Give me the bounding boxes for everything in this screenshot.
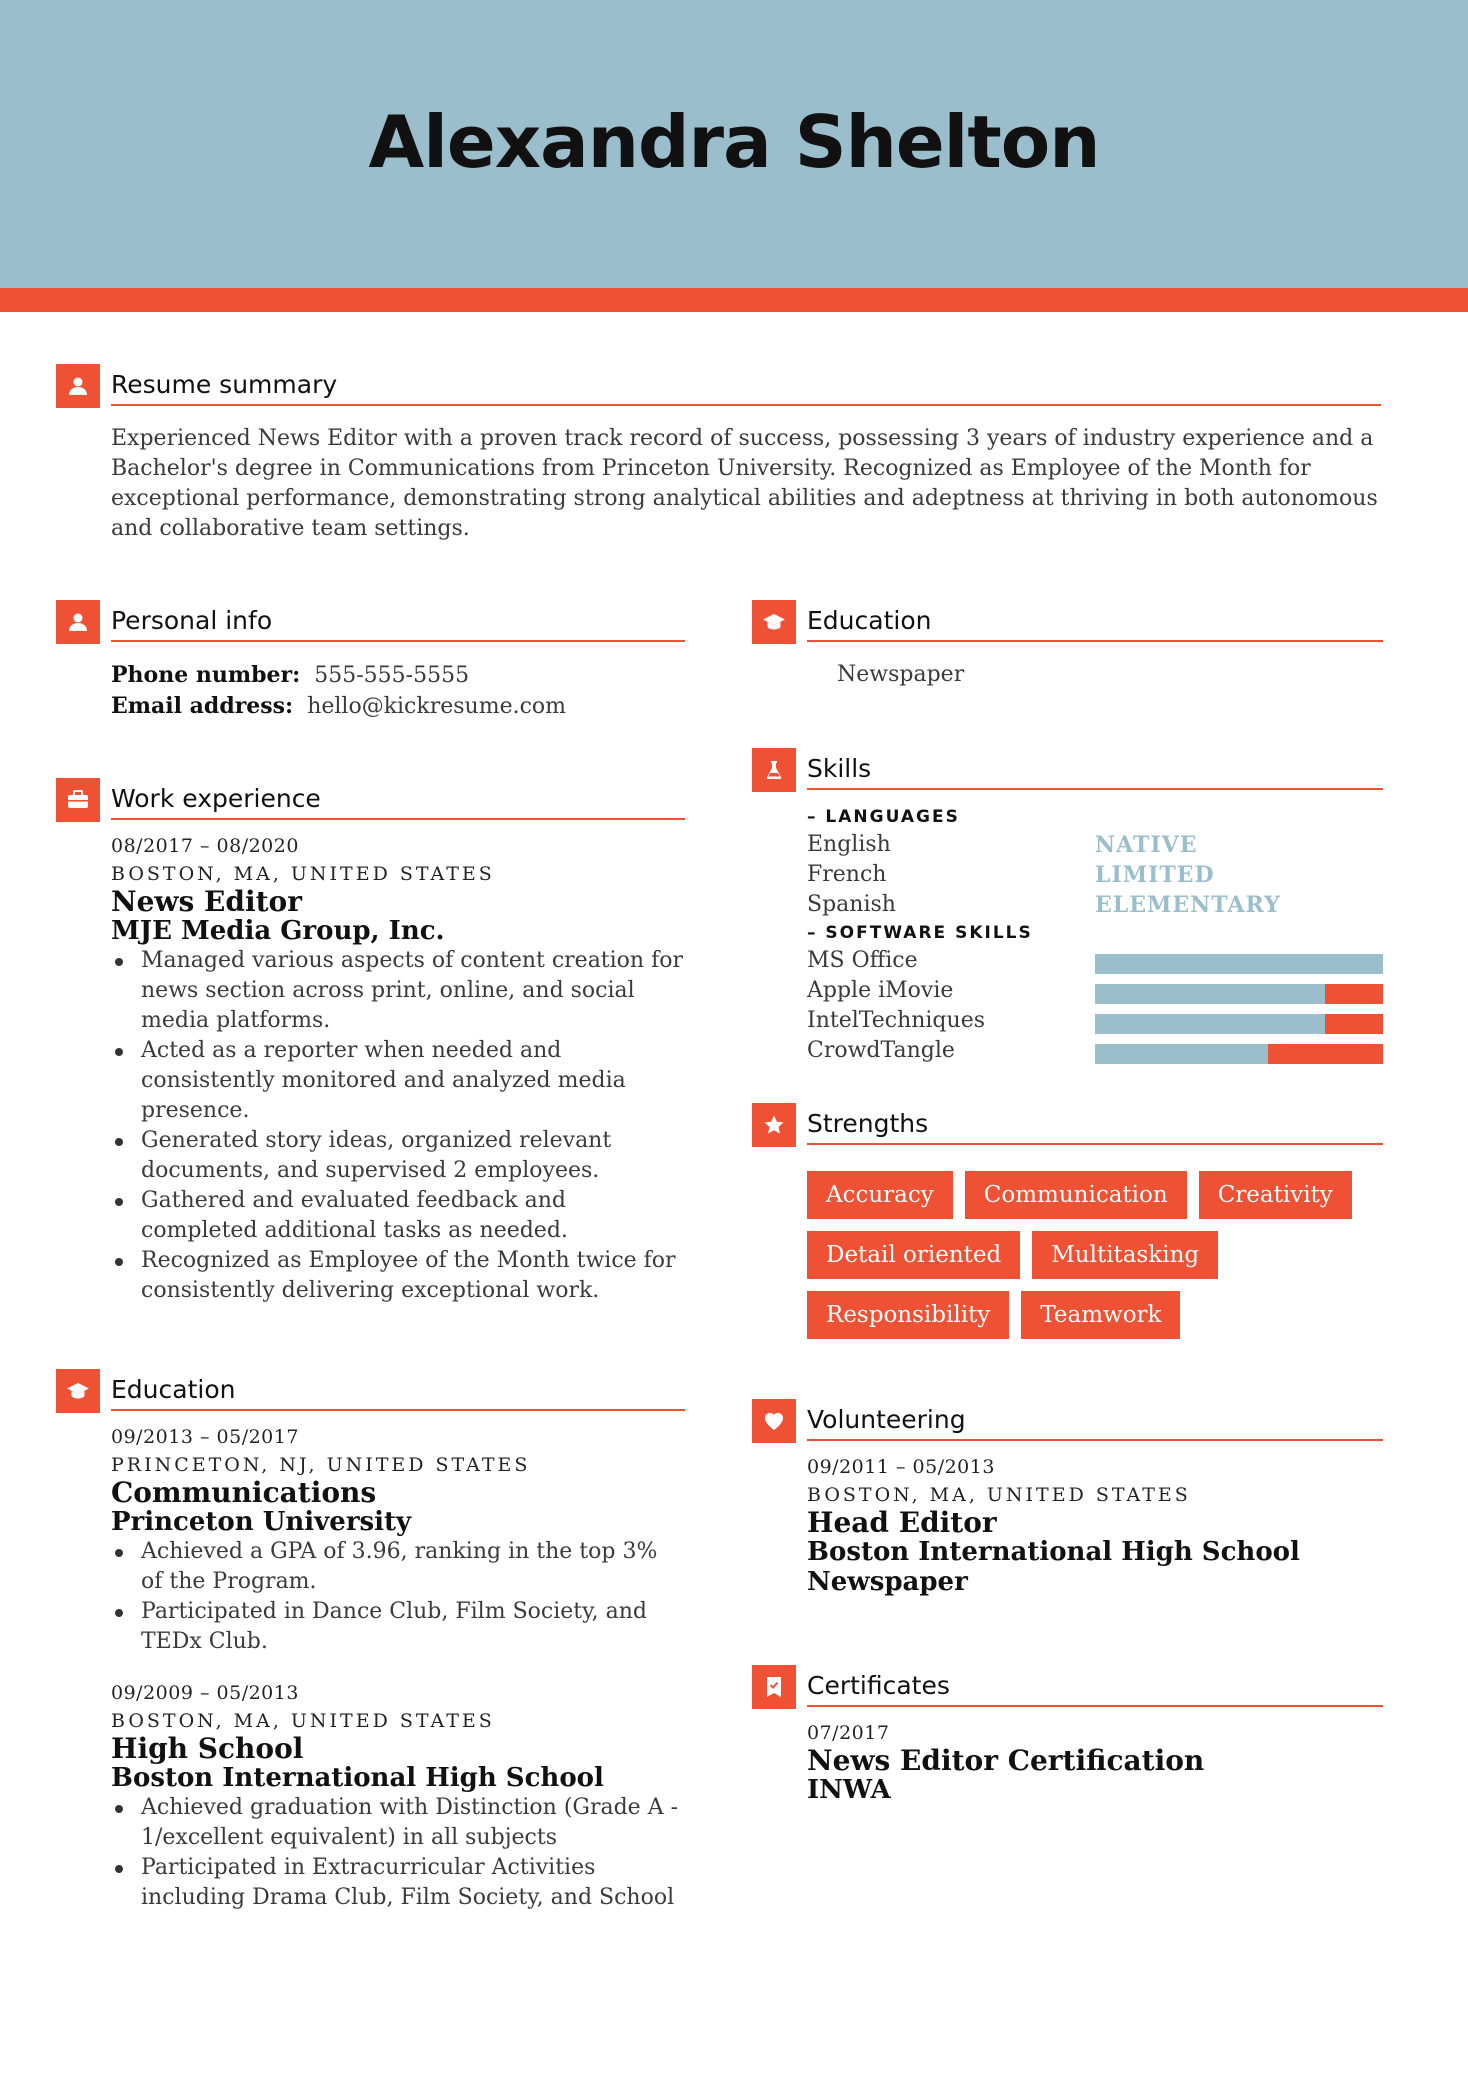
software-heading: – SOFTWARE SKILLS [807, 923, 1033, 943]
summary-section [111, 368, 1381, 544]
flask-icon [752, 748, 796, 792]
star-icon [752, 1103, 796, 1147]
section-header [807, 1403, 1383, 1441]
language-row [807, 890, 1383, 920]
list-item: Achieved a GPA of 3.96, ranking in the top 3% of the Program. [111, 1537, 685, 1597]
candidate-name: Alexandra Shelton [368, 100, 1100, 184]
software-list [807, 946, 1383, 1066]
list-item: Achieved graduation with Distinction (Grade A - 1/excellent equivalent) in all subjects [111, 1793, 685, 1853]
strength-tag: Accuracy [807, 1171, 953, 1219]
language-name: English [807, 832, 891, 857]
education-entry [111, 1679, 685, 1913]
software-row [807, 1006, 1383, 1036]
section-title: Volunteering [807, 1405, 966, 1434]
language-level: ELEMENTARY [1095, 892, 1281, 918]
education-entry [111, 1423, 685, 1657]
person-icon [56, 364, 100, 408]
entry-bullets [111, 1537, 685, 1657]
email-value: hello@kickresume.com [307, 694, 567, 719]
section-title: Certificates [807, 1671, 950, 1700]
entry-organization: INWA [807, 1775, 891, 1805]
language-row [807, 860, 1383, 890]
email-row [111, 691, 685, 722]
work-experience-section [111, 782, 685, 1306]
list-item: Participated in Dance Club, Film Society, and TEDx Club. [111, 1597, 685, 1657]
graduation-cap-icon [56, 1369, 100, 1413]
skill-level-bar [1095, 954, 1383, 974]
graduation-cap-icon [752, 600, 796, 644]
section-header [807, 1669, 1383, 1707]
email-label: Email address: [111, 693, 294, 719]
skills-section [807, 752, 1383, 1066]
entry-organization: Boston International High School [111, 1763, 604, 1793]
language-row [807, 830, 1383, 860]
entry-date: 08/2017 – 08/2020 [111, 835, 299, 857]
skill-level-fill [1095, 1044, 1268, 1064]
entry-organization: Boston International High School Newspaper [807, 1537, 1300, 1597]
software-name: IntelTechniques [807, 1008, 985, 1033]
strength-tag: Creativity [1199, 1171, 1352, 1219]
education-text: Newspaper [837, 662, 965, 687]
entry-location: BOSTON, MA, UNITED STATES [111, 863, 495, 885]
section-header [111, 782, 685, 820]
heart-icon [752, 1399, 796, 1443]
section-title: Education [807, 606, 932, 635]
entry-date: 09/2009 – 05/2013 [111, 1682, 299, 1704]
entry-role: Head Editor [807, 1506, 997, 1539]
language-level: LIMITED [1095, 862, 1215, 888]
summary-text: Experienced News Editor with a proven track record of success, possessing 3 years of industry experience and a Bachelor's degree in Communications from Princeton University. Recognized as Employee of the Month for exceptional performance, demonstrating strong analytical abilities and adeptness at thriving in both autonomous and collaborative team settings. [111, 426, 1378, 541]
software-row [807, 1036, 1383, 1066]
software-name: MS Office [807, 948, 918, 973]
section-header [807, 604, 1383, 642]
certificates-section [807, 1669, 1383, 1805]
entry-date: 07/2017 [807, 1722, 890, 1744]
list-item: Recognized as Employee of the Month twice for consistently delivering exceptional work. [111, 1246, 685, 1306]
entry-role: News Editor Certification [807, 1744, 1205, 1777]
phone-label: Phone number: [111, 662, 301, 688]
section-header [111, 1373, 685, 1411]
header-accent-bar [0, 288, 1468, 312]
entry-location: BOSTON, MA, UNITED STATES [111, 1710, 495, 1732]
skill-level-fill [1095, 954, 1383, 974]
entry-bullets [111, 946, 685, 1306]
section-header [807, 752, 1383, 790]
language-name: French [807, 862, 887, 887]
software-row [807, 946, 1383, 976]
software-row [807, 976, 1383, 1006]
volunteering-section [807, 1403, 1383, 1597]
section-title: Strengths [807, 1109, 929, 1138]
entry-role: News Editor [111, 885, 302, 918]
strength-tag: Teamwork [1021, 1291, 1180, 1339]
strength-tag: Detail oriented [807, 1231, 1020, 1279]
languages-list [807, 830, 1383, 920]
personal-info-section [111, 604, 685, 722]
list-item: Participated in Extracurricular Activities including Drama Club, Film Society, and School [111, 1853, 685, 1913]
section-title: Personal info [111, 606, 273, 635]
list-item: Acted as a reporter when needed and consistently monitored and analyzed media presence. [111, 1036, 685, 1126]
strengths-section [807, 1107, 1383, 1339]
phone-row [111, 660, 685, 691]
section-title: Resume summary [111, 370, 338, 399]
list-item: Managed various aspects of content creation for news section across print, online, and social media platforms. [111, 946, 685, 1036]
education-section [111, 1373, 685, 1913]
skill-level-bar [1095, 984, 1383, 1004]
entry-organization: Princeton University [111, 1507, 412, 1537]
skill-level-fill [1095, 1014, 1325, 1034]
entry-date: 09/2013 – 05/2017 [111, 1426, 299, 1448]
section-header [111, 368, 1381, 406]
list-item: Gathered and evaluated feedback and completed additional tasks as needed. [111, 1186, 685, 1246]
work-entry [111, 832, 685, 1306]
entry-location: PRINCETON, NJ, UNITED STATES [111, 1454, 531, 1476]
entry-bullets [111, 1793, 685, 1913]
list-item: Generated story ideas, organized relevant documents, and supervised 2 employees. [111, 1126, 685, 1186]
section-title: Education [111, 1375, 236, 1404]
briefcase-icon [56, 778, 100, 822]
strength-tag: Responsibility [807, 1291, 1009, 1339]
software-name: Apple iMovie [807, 978, 954, 1003]
entry-date: 09/2011 – 05/2013 [807, 1456, 995, 1478]
section-title: Skills [807, 754, 872, 783]
entry-organization: MJE Media Group, Inc. [111, 916, 445, 946]
entry-role: Communications [111, 1476, 377, 1509]
skill-level-bar [1095, 1014, 1383, 1034]
section-title: Work experience [111, 784, 321, 813]
skill-level-bar [1095, 1044, 1383, 1064]
person-icon [56, 600, 100, 644]
skill-level-fill [1095, 984, 1325, 1004]
section-header [111, 604, 685, 642]
strength-tag: Communication [965, 1171, 1187, 1219]
strength-tag: Multitasking [1032, 1231, 1218, 1279]
phone-value: 555-555-5555 [314, 663, 470, 688]
software-name: CrowdTangle [807, 1038, 955, 1063]
section-header [807, 1107, 1383, 1145]
entry-role: High School [111, 1732, 304, 1765]
language-name: Spanish [807, 892, 896, 917]
language-level: NATIVE [1095, 832, 1198, 858]
education-right-section [807, 604, 1383, 690]
certificate-icon [752, 1665, 796, 1709]
entry-location: BOSTON, MA, UNITED STATES [807, 1484, 1191, 1506]
languages-heading: – LANGUAGES [807, 807, 960, 827]
strength-tags [807, 1171, 1367, 1339]
